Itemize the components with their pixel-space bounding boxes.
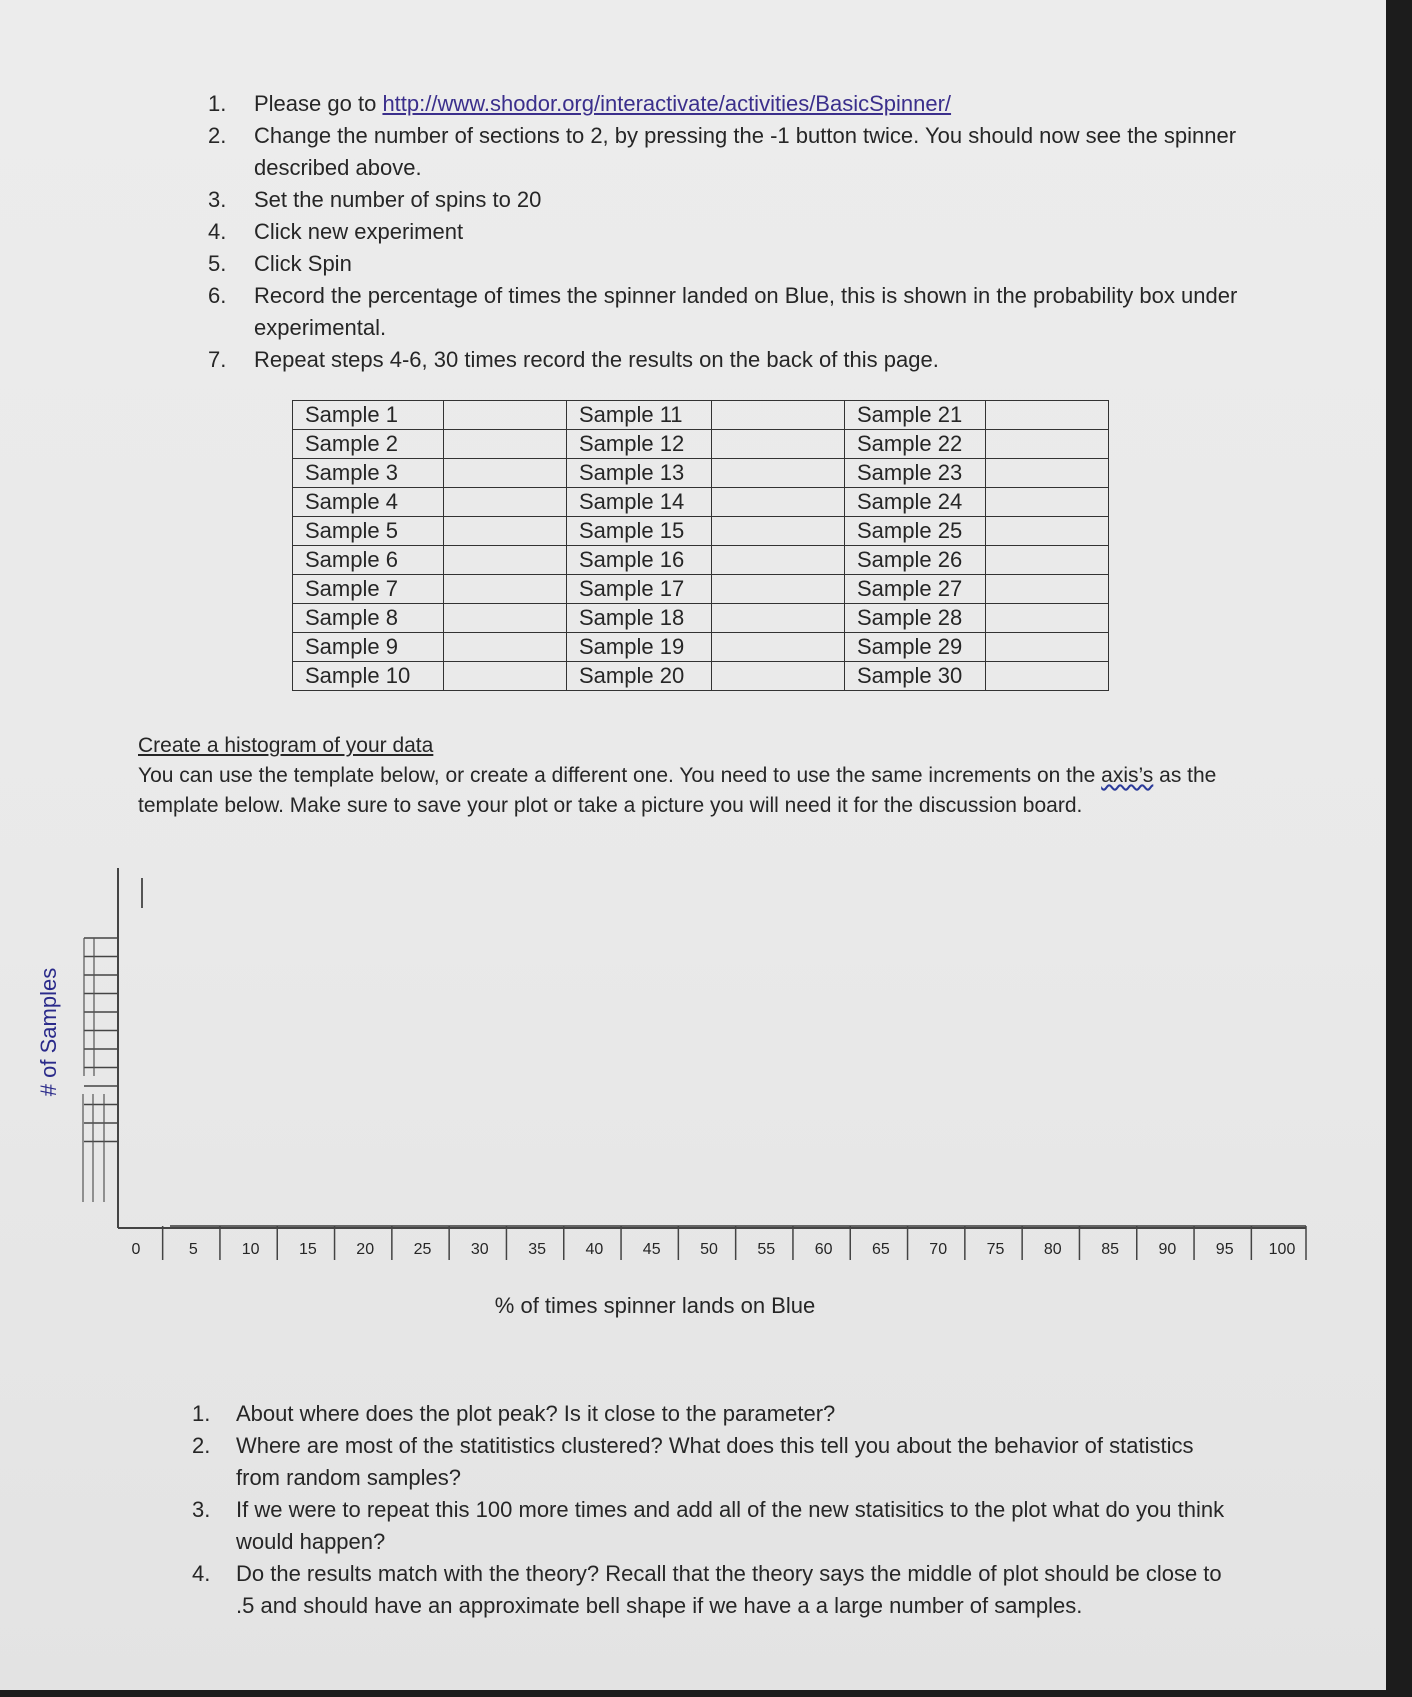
sample-label: Sample 8	[293, 604, 444, 633]
step-number: 2.	[208, 123, 227, 148]
sample-value-cell[interactable]	[712, 604, 845, 633]
sample-label: Sample 6	[293, 546, 444, 575]
histogram-title: Create a histogram of your data	[138, 734, 434, 757]
sample-value-cell[interactable]	[986, 575, 1109, 604]
sample-label: Sample 9	[293, 633, 444, 662]
sample-value-cell[interactable]	[444, 633, 567, 662]
sample-label: Sample 27	[845, 575, 986, 604]
step-number: 5.	[208, 251, 227, 276]
sample-value-cell[interactable]	[444, 430, 567, 459]
x-tick-label: 10	[241, 1241, 260, 1258]
table-row	[293, 633, 1109, 662]
sample-value-cell[interactable]	[712, 488, 845, 517]
step-item	[208, 184, 1258, 216]
step-number: 1.	[208, 91, 227, 116]
x-tick-label: 55	[757, 1241, 776, 1258]
x-tick-label: 80	[1043, 1241, 1062, 1258]
x-tick-label: 90	[1158, 1241, 1177, 1258]
sample-value-cell[interactable]	[712, 662, 845, 691]
table-row	[293, 517, 1109, 546]
sample-value-cell[interactable]	[444, 662, 567, 691]
sample-label: Sample 1	[293, 401, 444, 430]
step-text: Please go to	[254, 91, 383, 116]
sample-value-cell[interactable]	[712, 459, 845, 488]
question-item	[192, 1558, 1232, 1622]
sample-label: Sample 2	[293, 430, 444, 459]
table-row	[293, 575, 1109, 604]
question-item	[192, 1494, 1232, 1558]
y-axis-label: # of Samples	[36, 967, 61, 1097]
discussion-questions	[192, 1398, 1232, 1622]
sample-value-cell[interactable]	[986, 604, 1109, 633]
x-tick-label: 5	[188, 1241, 198, 1258]
sample-label: Sample 14	[567, 488, 712, 517]
sample-value-cell[interactable]	[444, 459, 567, 488]
x-tick-label: 15	[299, 1241, 317, 1258]
sample-value-cell[interactable]	[986, 546, 1109, 575]
sample-label: Sample 11	[567, 401, 712, 430]
question-number: 3.	[192, 1497, 211, 1522]
step-item	[208, 216, 1258, 248]
sample-label: Sample 4	[293, 488, 444, 517]
sample-value-cell[interactable]	[986, 488, 1109, 517]
sample-value-cell[interactable]	[712, 517, 845, 546]
y-axis-ticks	[83, 938, 118, 1202]
x-tick-label: 20	[356, 1241, 375, 1258]
step-text: Click Spin	[254, 251, 352, 276]
table-row	[293, 488, 1109, 517]
sample-label: Sample 13	[567, 459, 712, 488]
x-tick-label: 60	[814, 1241, 833, 1258]
histogram-template-chart	[0, 860, 1386, 1320]
step-item	[208, 344, 1258, 376]
sample-value-cell[interactable]	[712, 546, 845, 575]
sample-value-cell[interactable]	[986, 430, 1109, 459]
step-item	[208, 120, 1258, 184]
step-number: 6.	[208, 283, 227, 308]
question-text: Where are most of the statitistics clustered? What does this tell you about the behavior of statistics from random samples?	[236, 1433, 1194, 1490]
question-number: 2.	[192, 1433, 211, 1458]
x-tick-label: 35	[528, 1241, 546, 1258]
x-tick-label: 50	[700, 1241, 718, 1258]
step-number: 3.	[208, 187, 227, 212]
question-number: 1.	[192, 1401, 211, 1426]
step-text: Set the number of spins to 20	[254, 187, 542, 212]
histogram-instructions	[138, 731, 1248, 821]
x-tick-label: 70	[929, 1241, 948, 1258]
x-tick-label: 75	[986, 1241, 1005, 1258]
description-text-start: You can use the template below, or create a different one. You need to use the same increments on the	[138, 764, 1102, 787]
sample-label: Sample 20	[567, 662, 712, 691]
table-row	[293, 401, 1109, 430]
question-item	[192, 1398, 1232, 1430]
table-row	[293, 430, 1109, 459]
table-row	[293, 459, 1109, 488]
sample-value-cell[interactable]	[712, 633, 845, 662]
sample-value-cell[interactable]	[444, 546, 567, 575]
table-row	[293, 604, 1109, 633]
spinner-link[interactable]: http://www.shodor.org/interactivate/activities/BasicSpinner/	[382, 91, 952, 116]
sample-results-table	[292, 400, 1109, 691]
instruction-steps	[208, 88, 1258, 376]
step-number: 4.	[208, 219, 227, 244]
x-tick-label: 65	[872, 1241, 890, 1258]
sample-value-cell[interactable]	[986, 633, 1109, 662]
sample-label: Sample 3	[293, 459, 444, 488]
sample-label: Sample 7	[293, 575, 444, 604]
question-text: About where does the plot peak? Is it close to the parameter?	[236, 1401, 836, 1426]
sample-label: Sample 19	[567, 633, 712, 662]
sample-value-cell[interactable]	[444, 604, 567, 633]
sample-table-body	[293, 401, 1109, 691]
x-tick-label: 95	[1215, 1241, 1234, 1258]
sample-value-cell[interactable]	[444, 575, 567, 604]
sample-value-cell[interactable]	[444, 517, 567, 546]
x-tick-label: 40	[585, 1241, 604, 1258]
sample-value-cell[interactable]	[986, 459, 1109, 488]
sample-label: Sample 10	[293, 662, 444, 691]
histogram-description	[138, 761, 1248, 821]
spellcheck-word: axis’s	[1101, 764, 1154, 787]
x-tick-label: 85	[1101, 1241, 1119, 1258]
x-tick-label: 25	[413, 1241, 432, 1258]
question-text: If we were to repeat this 100 more times and add all of the new statisitics to the plot what do you think would happen?	[236, 1497, 1225, 1554]
sample-label: Sample 28	[845, 604, 986, 633]
sample-value-cell[interactable]	[712, 575, 845, 604]
sample-label: Sample 23	[845, 459, 986, 488]
description-text-end: as the template below. Make sure to save your plot or take a picture you will need it for the discussion board.	[138, 764, 1217, 817]
sample-label: Sample 16	[567, 546, 712, 575]
question-item	[192, 1430, 1232, 1494]
sample-label: Sample 22	[845, 430, 986, 459]
sample-label: Sample 21	[845, 401, 986, 430]
step-text: Change the number of sections to 2, by pressing the -1 button twice. You should now see the spinner described above.	[254, 123, 1237, 180]
sample-label: Sample 5	[293, 517, 444, 546]
sample-value-cell[interactable]	[986, 517, 1109, 546]
question-number: 4.	[192, 1561, 211, 1586]
sample-label: Sample 25	[845, 517, 986, 546]
sample-value-cell[interactable]	[986, 401, 1109, 430]
step-number: 7.	[208, 347, 227, 372]
x-tick-label: 100	[1268, 1241, 1296, 1258]
step-text: Record the percentage of times the spinner landed on Blue, this is shown in the probability box under experimental.	[254, 283, 1238, 340]
x-axis-ticks	[132, 1226, 1306, 1260]
step-text: Repeat steps 4-6, 30 times record the results on the back of this page.	[254, 347, 939, 372]
step-item	[208, 280, 1258, 344]
step-text: Click new experiment	[254, 219, 464, 244]
table-row	[293, 662, 1109, 691]
sample-label: Sample 24	[845, 488, 986, 517]
sample-value-cell[interactable]	[444, 401, 567, 430]
sample-label: Sample 29	[845, 633, 986, 662]
sample-label: Sample 15	[567, 517, 712, 546]
x-tick-label: 30	[470, 1241, 489, 1258]
table-row	[293, 546, 1109, 575]
x-axis-label: % of times spinner lands on Blue	[494, 1293, 816, 1318]
x-tick-label: 0	[131, 1241, 141, 1258]
sample-label: Sample 17	[567, 575, 712, 604]
question-text: Do the results match with the theory? Recall that the theory says the middle of plot should be close to .5 and should have an approximate bell shape if we have a a large number of samples.	[236, 1561, 1222, 1618]
sample-label: Sample 12	[567, 430, 712, 459]
step-item	[208, 88, 1258, 120]
sample-value-cell[interactable]	[712, 430, 845, 459]
sample-value-cell[interactable]	[712, 401, 845, 430]
step-item	[208, 248, 1258, 280]
x-tick-label: 45	[642, 1241, 661, 1258]
sample-value-cell[interactable]	[986, 662, 1109, 691]
sample-label: Sample 18	[567, 604, 712, 633]
sample-label: Sample 26	[845, 546, 986, 575]
sample-value-cell[interactable]	[444, 488, 567, 517]
sample-label: Sample 30	[845, 662, 986, 691]
